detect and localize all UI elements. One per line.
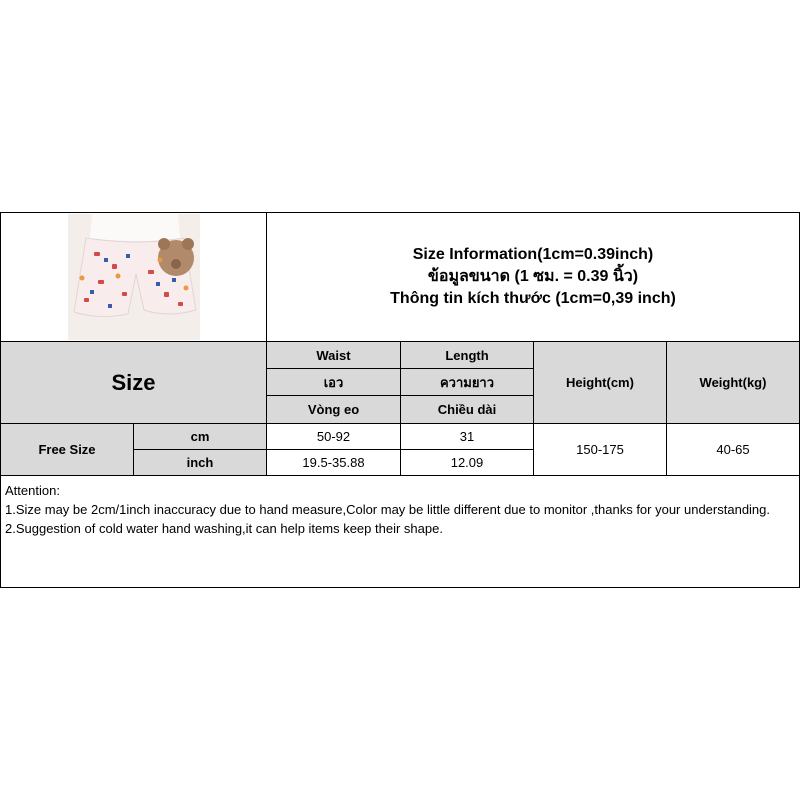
info-line-th: ข้อมูลขนาด (1 ซม. = 0.39 นิ้ว) [427, 268, 639, 285]
info-line-vi: Thông tin kích thước (1cm=0,39 inch) [390, 290, 676, 307]
height-value: 150-175 [533, 423, 667, 476]
attention-line-1: 1.Size may be 2cm/1inch inaccuracy due to hand measure,Color may be little different due to monitor ,thanks for your understanding. [5, 502, 771, 517]
waist-inch-value: 19.5-35.88 [266, 449, 401, 476]
waist-header-en: Waist [266, 341, 401, 369]
unit-inch: inch [133, 449, 267, 476]
row-free-size: Free Size [0, 423, 134, 476]
unit-cm: cm [133, 423, 267, 450]
size-info-header [266, 212, 800, 342]
length-header-vi: Chiều dài [400, 395, 534, 424]
product-photo-cell [0, 212, 267, 342]
length-cm-value: 31 [400, 423, 534, 450]
size-chart [0, 212, 800, 588]
length-header-en: Length [400, 341, 534, 369]
info-line-en: Size Information(1cm=0.39inch) [412, 246, 654, 263]
weight-header: Weight(kg) [666, 341, 800, 424]
weight-value: 40-65 [666, 423, 800, 476]
waist-cm-value: 50-92 [266, 423, 401, 450]
attention-notes [0, 475, 800, 588]
length-header-th: ความยาว [400, 368, 534, 396]
waist-header-th: เอว [266, 368, 401, 396]
shorts-photo [68, 214, 200, 340]
size-header: Size [0, 341, 267, 424]
length-inch-value: 12.09 [400, 449, 534, 476]
attention-title: Attention: [5, 483, 60, 498]
waist-header-vi: Vòng eo [266, 395, 401, 424]
height-header: Height(cm) [533, 341, 667, 424]
attention-line-2: 2.Suggestion of cold water hand washing,it can help items keep their shape. [5, 521, 443, 536]
